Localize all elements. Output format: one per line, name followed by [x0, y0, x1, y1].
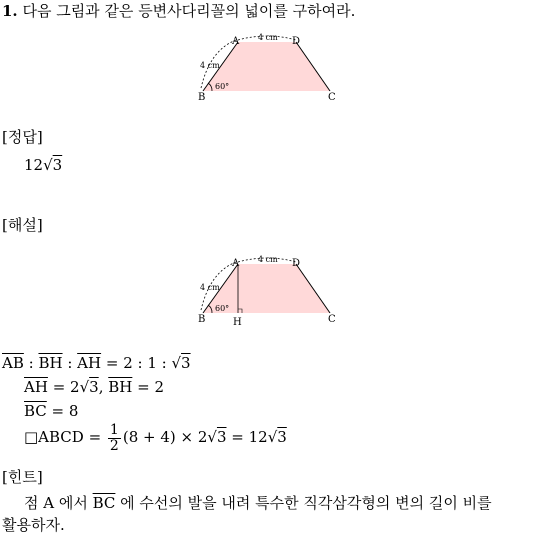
fraction-numerator: 1	[109, 421, 119, 438]
hint-pre: 점 A 에서	[24, 494, 93, 512]
hint-post: 에 수선의 발을 내려 특수한 직각삼각형의 변의 길이 비를	[115, 494, 492, 512]
fraction-half	[108, 423, 121, 454]
area-mid: (8 + 4) × 2	[122, 428, 208, 446]
label-d-2: D	[292, 258, 301, 269]
label-h: H	[233, 317, 242, 328]
segment-ah-2: $\overline{AH}$	[24, 378, 48, 396]
sep-1: :	[23, 354, 39, 372]
sqrt-symbol: √	[79, 378, 90, 396]
hint-line-2: 활용하자.	[2, 516, 65, 534]
solution-line-1	[2, 354, 191, 372]
trapezoid-figure	[190, 30, 350, 105]
segment-ah: $\overline{AH}$	[77, 354, 102, 372]
angle-label: 60°	[215, 82, 230, 91]
sqrt-symbol: √	[207, 428, 217, 446]
label-c: C	[328, 92, 336, 103]
hint-header: [힌트]	[2, 468, 43, 486]
sqrt-symbol: √	[171, 354, 182, 372]
problem-line	[2, 2, 355, 20]
segment-ab: $\overline{AB}$	[2, 354, 24, 372]
segment-bc: $\overline{BC}$	[24, 402, 47, 420]
solution-line-2	[24, 378, 164, 396]
solution-header: [해설]	[2, 216, 43, 234]
area-lhs: □ABCD =	[24, 428, 106, 446]
sep-2: :	[62, 354, 78, 372]
ah-root: 3	[89, 378, 99, 396]
trapezoid-figure-with-height	[190, 252, 350, 330]
label-c-2: C	[328, 314, 336, 325]
answer-value	[24, 156, 62, 174]
answer-header: [정답]	[2, 128, 43, 146]
answer-coefficient: 12	[24, 156, 44, 174]
label-a: A	[232, 36, 240, 47]
top-length-2: 4 cm	[258, 255, 278, 264]
solution-line-3	[24, 402, 78, 420]
sqrt-symbol: √	[43, 156, 53, 174]
fraction-denominator: 2	[109, 437, 119, 454]
label-b: B	[198, 92, 206, 103]
bh-eq: = 2	[132, 378, 164, 396]
label-b-2: B	[198, 314, 206, 325]
hint-segment-bc: $\overline{BC}$	[92, 494, 116, 512]
area-root-1: 3	[216, 428, 227, 446]
ratio-text: = 2 : 1 :	[105, 354, 172, 372]
label-a-2: A	[232, 258, 240, 269]
ratio-root: 3	[181, 354, 191, 372]
area-eq: = 12	[226, 428, 268, 446]
solution-line-4	[24, 422, 287, 454]
problem-number: 1.	[2, 2, 18, 20]
problem-text: 다음 그림과 같은 등변사다리꼴의 넓이를 구하여라.	[22, 2, 356, 20]
angle-label-2: 60°	[215, 304, 230, 313]
top-length: 4 cm	[258, 33, 278, 42]
bc-eq: = 8	[46, 402, 79, 420]
comma: ,	[98, 378, 109, 396]
area-root-2: 3	[277, 428, 287, 446]
segment-bh: $\overline{BH}$	[38, 354, 63, 372]
segment-bh-2: $\overline{BH}$	[108, 378, 133, 396]
ah-eq: = 2	[47, 378, 80, 396]
side-length: 4 cm	[200, 61, 220, 70]
sqrt-symbol: √	[267, 428, 278, 446]
hint-line-1	[24, 494, 492, 512]
label-d: D	[292, 36, 301, 47]
answer-root: 3	[52, 156, 63, 174]
side-length-2: 4 cm	[200, 283, 220, 292]
